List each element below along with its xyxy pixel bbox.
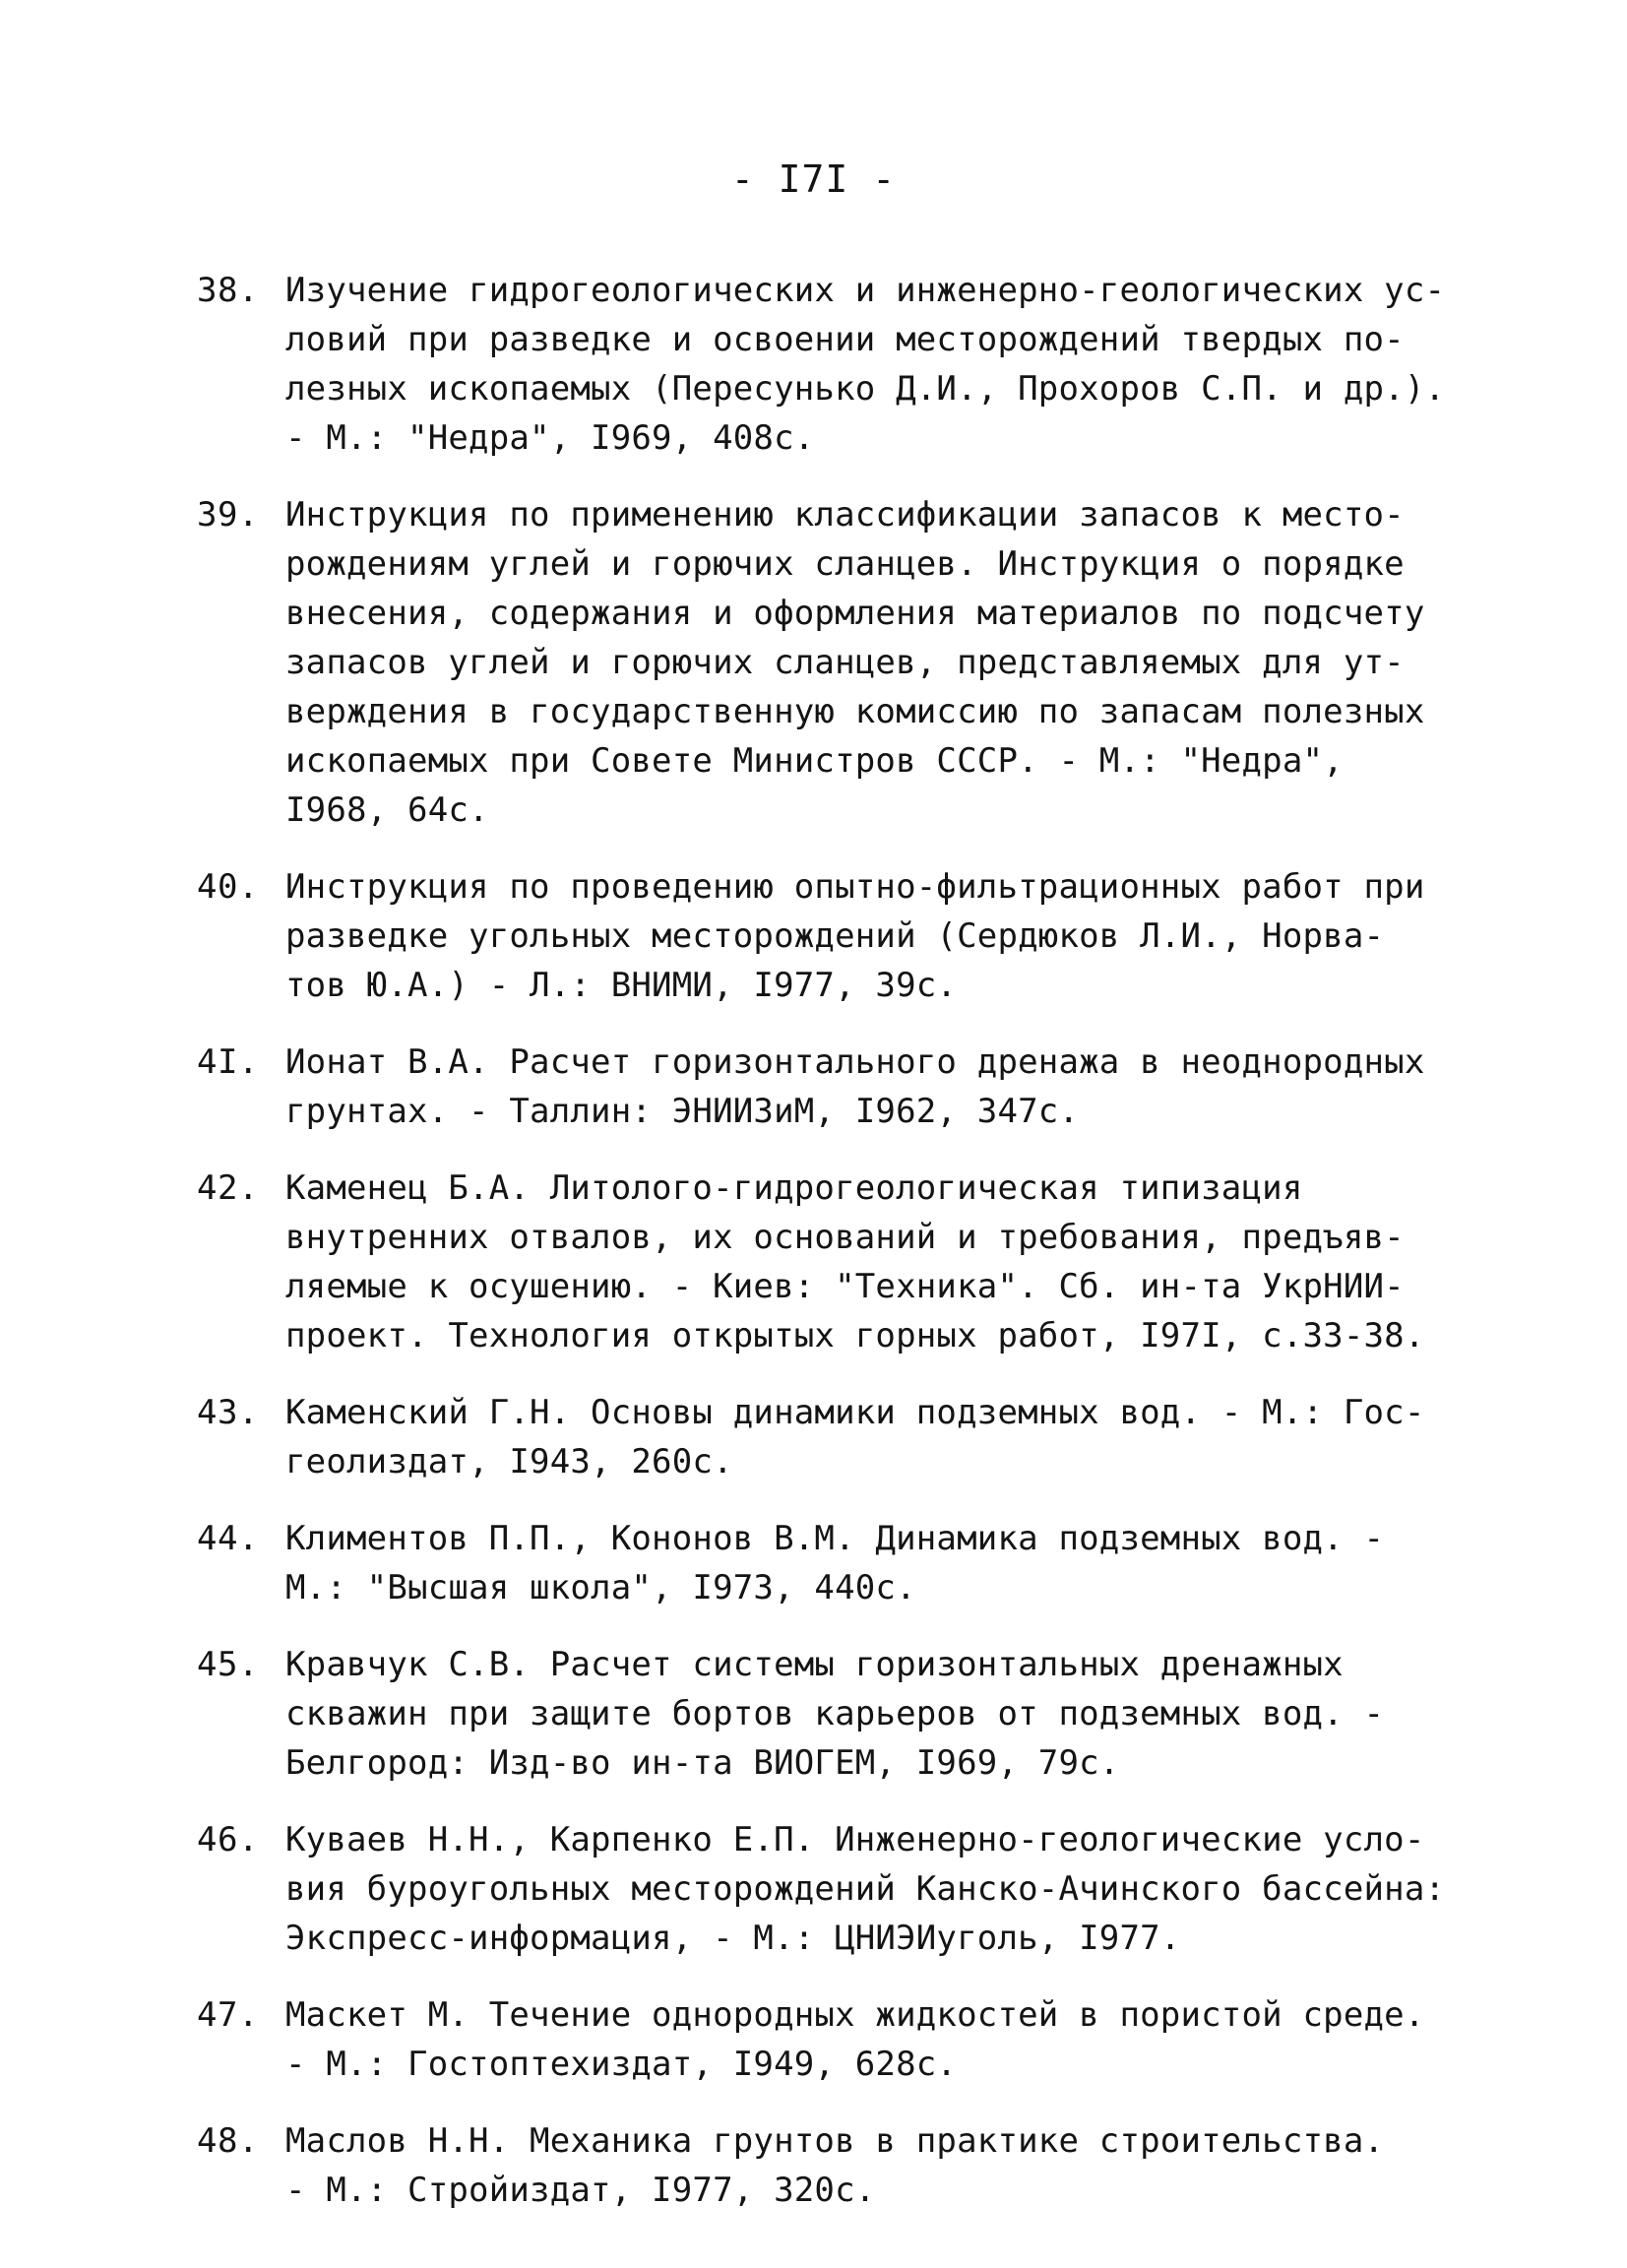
reference-line: внутренних отвалов, их оснований и требования, предъяв- (285, 1218, 1405, 1257)
reference-line: I968, 64с. (285, 790, 489, 830)
reference-line: Маслов Н.Н. Механика грунтов в практике строительства. (285, 2121, 1385, 2161)
reference-line: внесения, содержания и оформления материалов по подсчету (285, 594, 1425, 633)
reference-text (285, 266, 1476, 463)
reference-item-40 (197, 862, 1476, 1010)
reference-line: Экспресс-информация, - М.: ЦНИЭИуголь, I977. (285, 1919, 1181, 1958)
reference-line: Инструкция по проведению опытно-фильтрационных работ при (285, 867, 1425, 907)
reference-line: лезных ископаемых (Пересунько Д.И., Прохоров С.П. и др.). (285, 369, 1446, 409)
reference-line: разведке угольных месторождений (Сердюков Л.И., Норва- (285, 916, 1385, 956)
reference-number: 45. (197, 1645, 259, 1684)
reference-number: 46. (197, 1820, 259, 1859)
reference-line: рождениям углей и горючих сланцев. Инструкция о порядке (285, 544, 1405, 584)
reference-text (285, 1990, 1476, 2089)
reference-item-48 (197, 2116, 1476, 2215)
reference-line: вия буроугольных месторождений Канско-Ачинского бассейна: (285, 1869, 1446, 1909)
reference-line: тов Ю.А.) - Л.: ВНИМИ, I977, 39с. (285, 966, 958, 1005)
reference-number: 43. (197, 1393, 259, 1432)
reference-line: Маскет М. Течение однородных жидкостей в пористой среде. (285, 1995, 1425, 2035)
reference-line: - М.: "Недра", I969, 408с. (285, 418, 815, 458)
reference-line: запасов углей и горючих сланцев, представляемых для ут- (285, 643, 1405, 682)
reference-number: 48. (197, 2121, 259, 2161)
reference-number: 4I. (197, 1042, 259, 1082)
reference-text (285, 1815, 1476, 1963)
reference-line: - М.: Стройиздат, I977, 320с. (285, 2171, 876, 2210)
reference-line: Ионат В.А. Расчет горизонтального дренажа в неоднородных (285, 1042, 1425, 1082)
reference-text (285, 2116, 1476, 2215)
reference-number: 39. (197, 495, 259, 535)
reference-item-42 (197, 1164, 1476, 1360)
reference-number: 42. (197, 1168, 259, 1208)
reference-number: 47. (197, 1995, 259, 2035)
reference-number: 44. (197, 1519, 259, 1558)
reference-line: М.: "Высшая школа", I973, 440с. (285, 1568, 916, 1607)
reference-item-41 (197, 1038, 1476, 1136)
reference-item-38 (197, 266, 1476, 463)
reference-text (285, 1514, 1476, 1612)
reference-text (285, 490, 1476, 835)
reference-line: Инструкция по применению классификации запасов к место- (285, 495, 1405, 535)
reference-line: скважин при защите бортов карьеров от подземных вод. - (285, 1694, 1385, 1733)
reference-item-44 (197, 1514, 1476, 1612)
reference-line: Белгород: Изд-во ин-та ВИОГЕМ, I969, 79с. (285, 1743, 1120, 1783)
reference-line: ископаемых при Совете Министров СССР. - М.: "Недра", (285, 741, 1344, 781)
reference-item-45 (197, 1640, 1476, 1788)
reference-line: Кравчук С.В. Расчет системы горизонтальных дренажных (285, 1645, 1344, 1684)
reference-item-47 (197, 1990, 1476, 2089)
reference-line: Изучение гидрогеологических и инженерно-геологических ус- (285, 271, 1446, 310)
reference-line: Каменский Г.Н. Основы динамики подземных вод. - М.: Гос- (285, 1393, 1425, 1432)
reference-item-39 (197, 490, 1476, 835)
reference-item-43 (197, 1388, 1476, 1486)
reference-text (285, 1388, 1476, 1486)
reference-text (285, 862, 1476, 1010)
reference-line: проект. Технология открытых горных работ, I97I, с.33-38. (285, 1316, 1425, 1355)
reference-line: ловий при разведке и освоении месторождений твердых по- (285, 320, 1405, 359)
reference-line: верждения в государственную комиссию по запасам полезных (285, 692, 1425, 731)
page-number: - I7I - (730, 158, 897, 201)
reference-text (285, 1164, 1476, 1360)
reference-item-46 (197, 1815, 1476, 1963)
reference-line: ляемые к осушению. - Киев: "Техника". Сб. ин-та УкрНИИ- (285, 1267, 1405, 1306)
reference-line: Климентов П.П., Кононов В.М. Динамика подземных вод. - (285, 1519, 1385, 1558)
reference-number: 38. (197, 271, 259, 310)
reference-number: 40. (197, 867, 259, 907)
reference-text (285, 1038, 1476, 1136)
reference-text (285, 1640, 1476, 1788)
reference-line: - М.: Гостоптехиздат, I949, 628с. (285, 2045, 958, 2084)
reference-line: Куваев Н.Н., Карпенко Е.П. Инженерно-геологические усло- (285, 1820, 1425, 1859)
reference-line: геолиздат, I943, 260с. (285, 1442, 733, 1481)
reference-list (197, 266, 1476, 2242)
reference-line: Каменец Б.А. Литолого-гидрогеологическая типизация (285, 1168, 1303, 1208)
reference-line: грунтах. - Таллин: ЭНИИЗиМ, I962, 347с. (285, 1092, 1080, 1131)
